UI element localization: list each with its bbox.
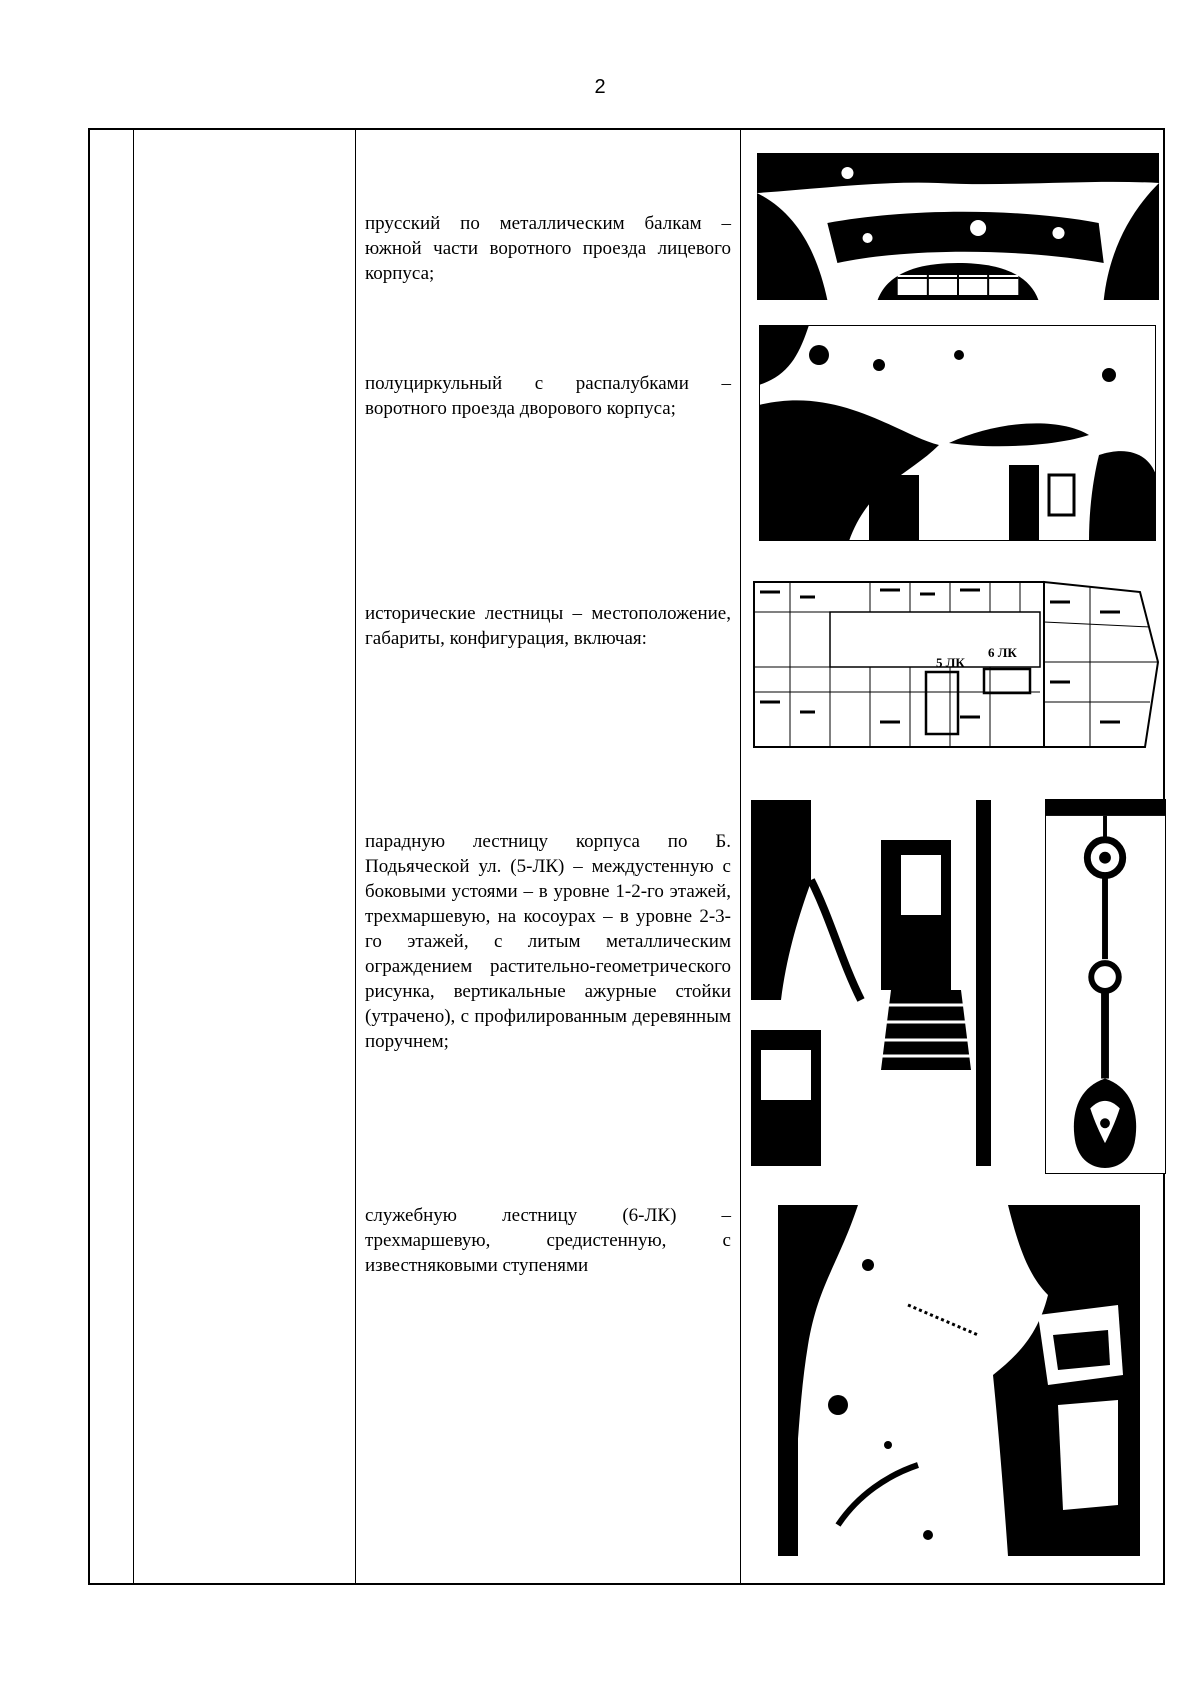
plan-label-6lk: 6 ЛК — [988, 645, 1017, 660]
photo-main-staircase — [751, 800, 1041, 1166]
photo-service-staircase — [778, 1205, 1140, 1556]
row-text-main-staircase: парадную лестницу корпуса по Б. Подьяческой ул. (5-ЛК) – междустенную с боковыми устоями – в уровне 1-2-го этажей, трехмаршевую, на косоурах – в уровне 2-3-го этажей, с литым металлическим ограждением растительно-геометрического рисунка, вертикальные ажурные стойки (утрачено), с профилированным деревянным поручнем; — [365, 831, 731, 1052]
floor-plan-drawing — [750, 572, 1163, 759]
photo-vault-metal-beams — [757, 153, 1159, 300]
row-text-vault-gate-south: прусский по металлическим балкам – южной части воротного проезда лицевого корпуса; — [365, 213, 731, 284]
row-text-vault-gate-courtyard: полуциркульный с распалубками – воротного проезда дворового корпуса; — [365, 373, 731, 419]
page-number: 2 — [594, 76, 606, 98]
column-divider-2 — [355, 130, 356, 1583]
column-divider-1 — [133, 130, 134, 1583]
row-text-service-staircase: служебную лестницу (6-ЛК) – трехмаршевую, средистенную, с известняковыми ступенями — [365, 1205, 731, 1276]
column-divider-3 — [740, 130, 741, 1583]
photo-cast-iron-baluster — [1045, 799, 1166, 1174]
row-text-historic-stairs: исторические лестницы – местоположение, габариты, конфигурация, включая: — [365, 603, 731, 649]
monument-table — [88, 128, 1165, 1585]
plan-label-5lk: 5 ЛК — [936, 655, 965, 670]
photo-semicircular-vault — [759, 325, 1156, 541]
